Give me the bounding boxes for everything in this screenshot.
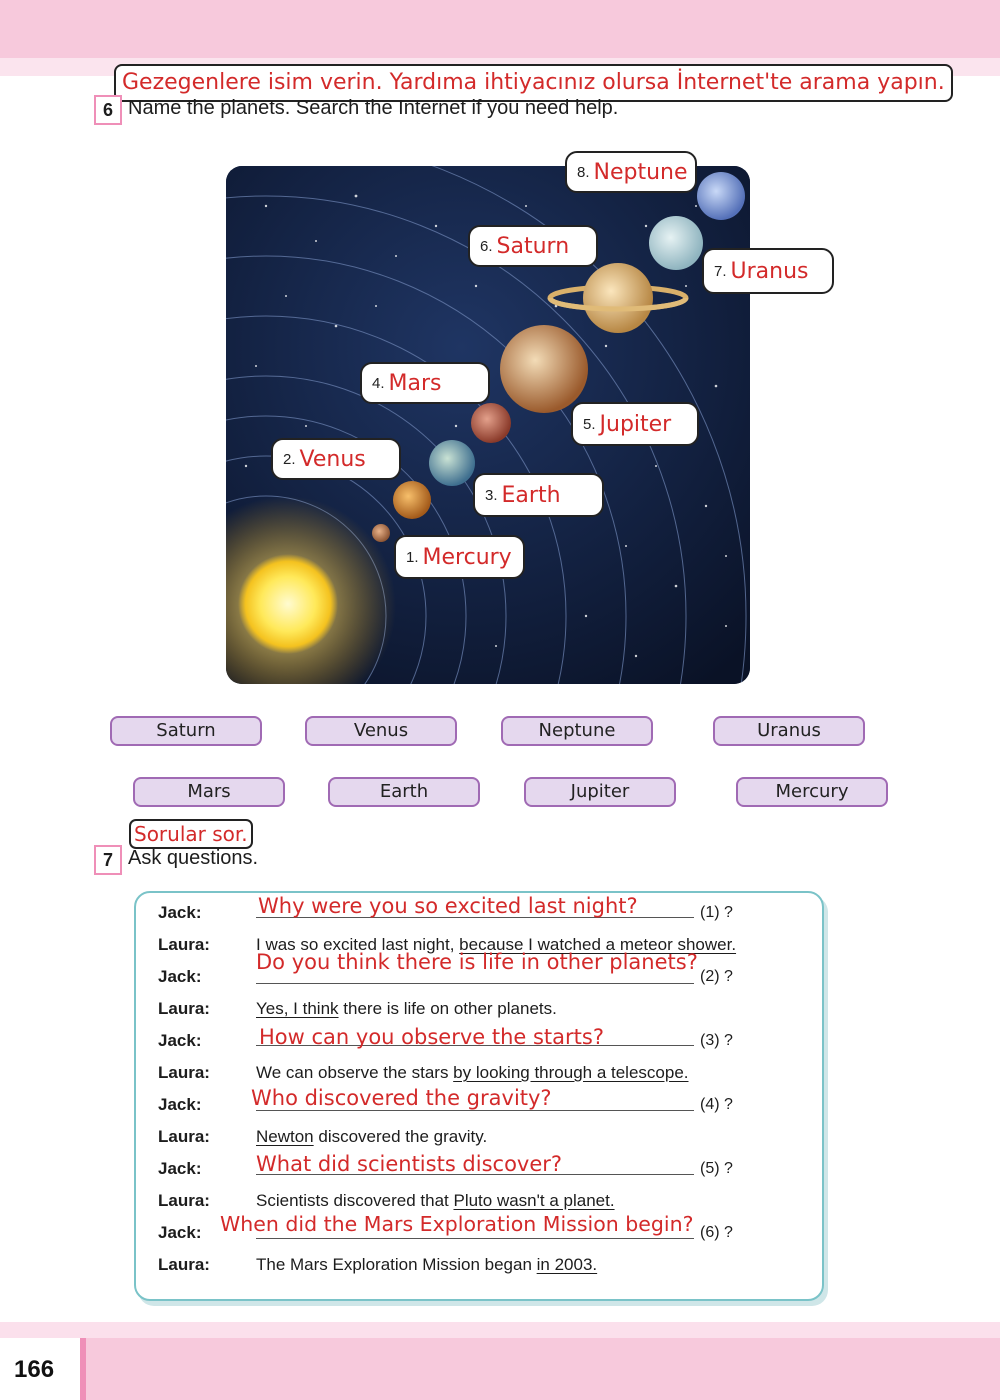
- planet-label-8[interactable]: [565, 151, 697, 193]
- question-answer-2: Do you think there is life in other planets?: [256, 950, 698, 974]
- word-bank-uranus: Uranus: [713, 716, 865, 746]
- planet-label-number: 8.: [577, 163, 590, 181]
- exercise-6-title: Name the planets. Search the Internet if you need help.: [128, 97, 619, 119]
- speaker-laura: Laura:: [158, 1127, 210, 1146]
- question-number-5: (5) ?: [700, 1160, 733, 1177]
- mercury-planet: [372, 524, 390, 542]
- planet-label-number: 4.: [372, 374, 385, 392]
- speaker-jack: Jack:: [158, 903, 202, 922]
- reply-text: discovered the gravity.: [313, 1127, 488, 1146]
- planet-label-answer: Jupiter: [599, 411, 672, 437]
- planet-label-2[interactable]: [271, 438, 401, 480]
- bottom-band: [0, 1322, 1000, 1400]
- exercise-7-number: 7: [94, 845, 122, 875]
- planet-label-answer: Neptune: [593, 159, 688, 185]
- answer-line-2[interactable]: [256, 983, 694, 984]
- question-number-2: (2) ?: [700, 968, 733, 985]
- planet-label-answer: Venus: [299, 446, 366, 472]
- planet-label-number: 6.: [480, 237, 493, 255]
- reply-underlined: Yes, I think: [256, 999, 339, 1018]
- word-bank-neptune: Neptune: [501, 716, 653, 746]
- mars-planet: [471, 403, 511, 443]
- reply-underlined: because I watched a meteor shower.: [459, 935, 737, 954]
- turkish-instruction-6: Gezegenlere isim verin. Yardıma ihtiyacınız olursa İnternet'te arama yapın.: [114, 64, 953, 102]
- question-answer-1: Why were you so excited last night?: [258, 894, 638, 918]
- question-number-1: (1) ?: [700, 904, 733, 921]
- page-number: 166: [14, 1356, 55, 1383]
- speaker-laura: Laura:: [158, 999, 210, 1018]
- planet-label-number: 7.: [714, 262, 727, 280]
- planet-label-answer: Uranus: [730, 258, 809, 284]
- speaker-jack: Jack:: [158, 1223, 202, 1242]
- speaker-jack: Jack:: [158, 1159, 202, 1178]
- speaker-jack: Jack:: [158, 1031, 202, 1050]
- laura-reply-2: [256, 999, 557, 1019]
- top-band: [0, 0, 1000, 58]
- reply-text: I was so excited last night,: [256, 935, 460, 954]
- earth-planet: [429, 440, 475, 486]
- question-answer-6: When did the Mars Exploration Mission begin?: [220, 1212, 694, 1236]
- neptune-planet: [697, 172, 745, 220]
- reply-underlined: by looking through a telescope.: [453, 1063, 689, 1082]
- reply-text: We can observe the stars: [256, 1063, 454, 1082]
- turkish-instruction-7: Sorular sor.: [129, 819, 253, 849]
- word-bank-earth: Earth: [328, 777, 480, 807]
- planet-label-number: 5.: [583, 415, 596, 433]
- planet-label-number: 2.: [283, 450, 296, 468]
- speaker-jack: Jack:: [158, 967, 202, 986]
- reply-underlined: Newton: [256, 1127, 314, 1146]
- reply-text: Scientists discovered that: [256, 1191, 454, 1210]
- planet-label-number: 3.: [485, 486, 498, 504]
- word-bank-mercury: Mercury: [736, 777, 888, 807]
- speaker-jack: Jack:: [158, 1095, 202, 1114]
- question-answer-3: How can you observe the starts?: [259, 1025, 604, 1049]
- laura-reply-6: [256, 1255, 597, 1275]
- word-bank-venus: Venus: [305, 716, 457, 746]
- question-answer-5: What did scientists discover?: [256, 1152, 563, 1176]
- answer-line-4[interactable]: [256, 1110, 694, 1111]
- planet-label-5[interactable]: [571, 402, 699, 446]
- reply-text: there is life on other planets.: [338, 999, 557, 1018]
- question-number-4: (4) ?: [700, 1096, 733, 1113]
- planet-label-number: 1.: [406, 548, 419, 566]
- planet-label-7[interactable]: [702, 248, 834, 294]
- exercise-6-number: 6: [94, 95, 122, 125]
- laura-reply-5: [256, 1191, 615, 1211]
- reply-underlined: Pluto wasn't a planet.: [453, 1191, 615, 1210]
- word-bank-mars: Mars: [133, 777, 285, 807]
- planet-label-3[interactable]: [473, 473, 604, 517]
- question-number-6: (6) ?: [700, 1224, 733, 1241]
- speaker-laura: Laura:: [158, 1191, 210, 1210]
- planet-label-answer: Mercury: [422, 544, 512, 570]
- reply-text: The Mars Exploration Mission began: [256, 1255, 537, 1274]
- planet-label-answer: Earth: [501, 482, 561, 508]
- question-number-3: (3) ?: [700, 1032, 733, 1049]
- word-bank-jupiter: Jupiter: [524, 777, 676, 807]
- sun: [238, 554, 338, 654]
- planet-label-answer: Saturn: [496, 233, 570, 259]
- question-answer-4: Who discovered the gravity?: [251, 1086, 552, 1110]
- laura-reply-4: [256, 1127, 487, 1147]
- planet-label-1[interactable]: [394, 535, 525, 579]
- uranus-planet: [649, 216, 703, 270]
- jupiter-planet: [500, 325, 588, 413]
- bottom-band-light: [0, 1322, 1000, 1338]
- answer-line-6[interactable]: [256, 1238, 694, 1239]
- speaker-laura: Laura:: [158, 1063, 210, 1082]
- exercise-7-title: Ask questions.: [128, 847, 259, 869]
- laura-reply-3: [256, 1063, 689, 1083]
- planet-label-4[interactable]: [360, 362, 490, 404]
- planet-label-answer: Mars: [388, 370, 442, 396]
- speaker-laura: Laura:: [158, 935, 210, 954]
- word-bank-saturn: Saturn: [110, 716, 262, 746]
- planet-label-6[interactable]: [468, 225, 598, 267]
- reply-underlined: in 2003.: [536, 1255, 598, 1274]
- venus-planet: [393, 481, 431, 519]
- speaker-laura: Laura:: [158, 1255, 210, 1274]
